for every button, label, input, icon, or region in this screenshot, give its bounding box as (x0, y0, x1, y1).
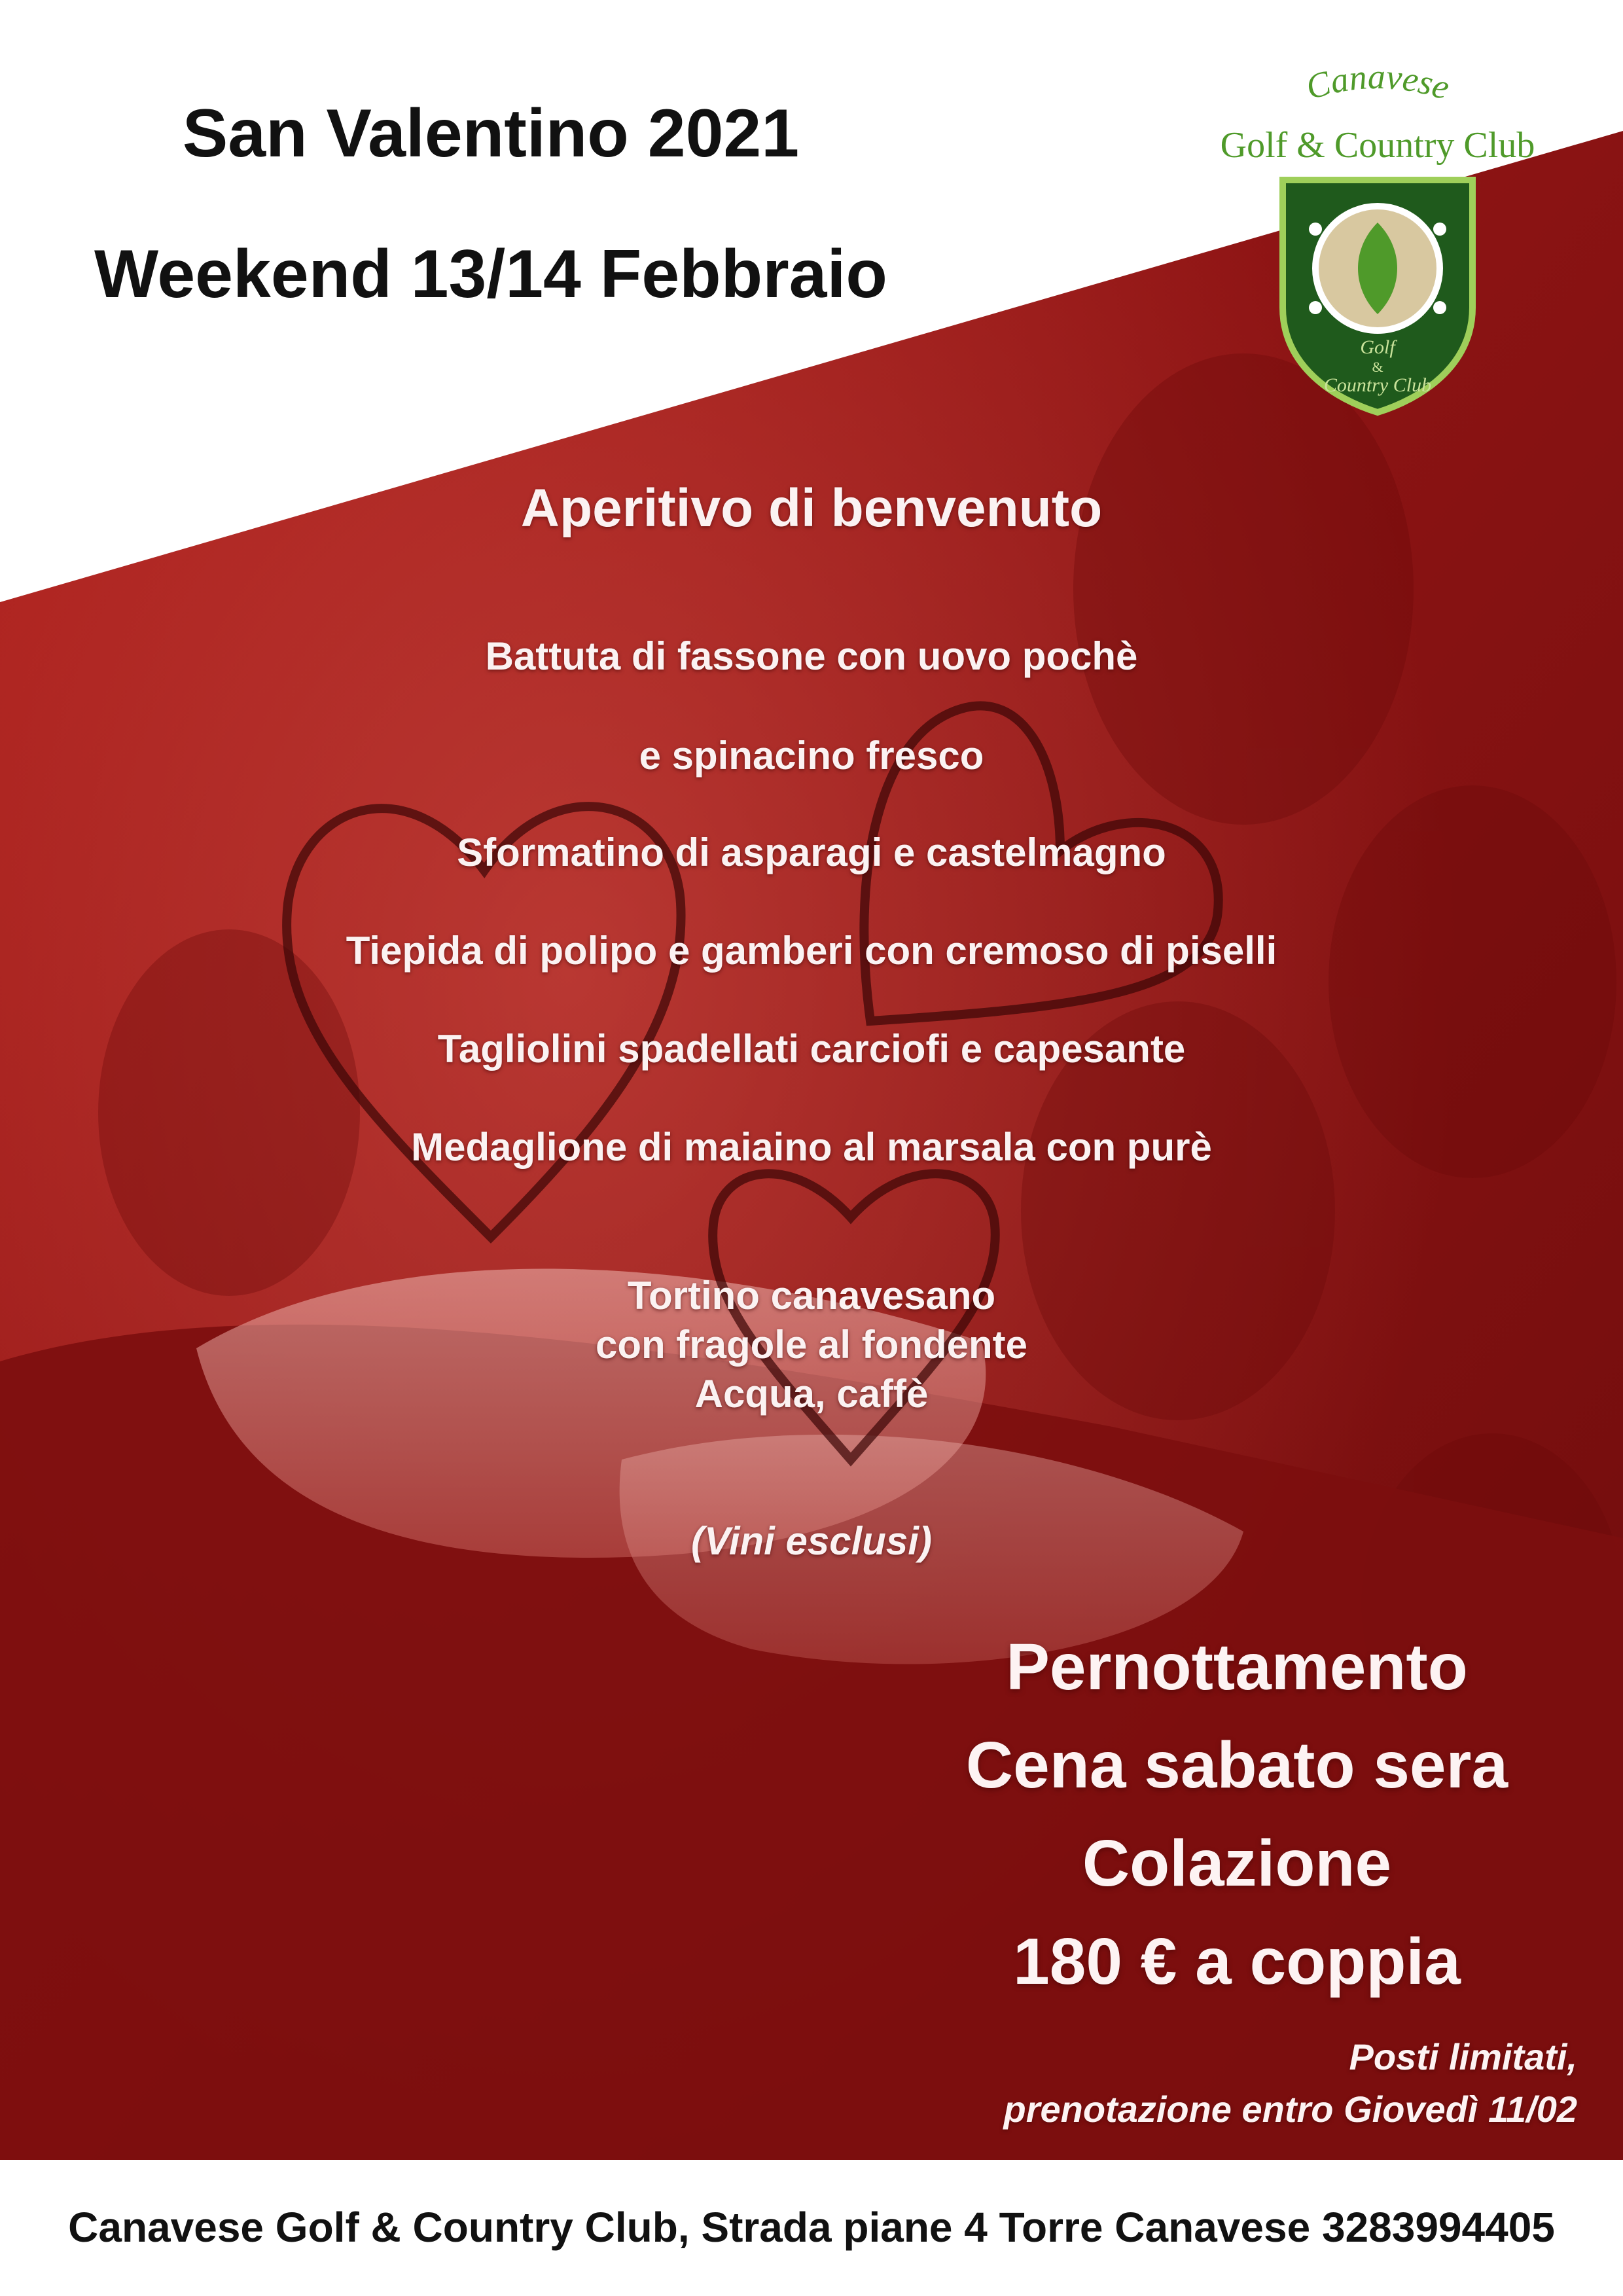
club-logo (1204, 59, 1551, 425)
menu-line-3: Sformatino di asparagi e castelmagno (457, 831, 1166, 874)
offer-price: 180 € a coppia (1013, 1925, 1461, 1998)
menu-line-2: e spinacino fresco (639, 734, 984, 778)
dessert-line-3: Acqua, caffè (694, 1372, 929, 1416)
footer-contact: Canavese Golf & Country Club, Strada piane 4 Torre Canavese 3283994405 (68, 2204, 1555, 2251)
menu-heading: Aperitivo di benvenuto (520, 478, 1103, 538)
footer (0, 2160, 1623, 2296)
wine-note: (Vini esclusi) (691, 1519, 932, 1563)
offer-line-2: Cena sabato sera (965, 1729, 1508, 1802)
menu-line-6: Medaglione di maiaino al marsala con purè (411, 1125, 1212, 1169)
offer-note-2: prenotazione entro Giovedì 11/02 (1003, 2089, 1577, 2130)
offer-line-3: Colazione (1082, 1827, 1392, 1900)
menu-line-1: Battuta di fassone con uovo pochè (485, 634, 1138, 678)
poster-title: San Valentino 2021 (182, 96, 800, 171)
shield-text-1: Golf (1360, 336, 1395, 358)
shield-text-3: Country Club (1323, 374, 1432, 396)
menu-line-4: Tiepida di polipo e gamberi con cremoso di piselli (346, 929, 1277, 973)
offer-line-1: Pernottamento (1006, 1630, 1468, 1704)
logo-name: Golf & Country Club (1220, 125, 1535, 166)
svg-text:Canavese (1302, 59, 1454, 107)
offer-note-1: Posti limitati, (1349, 2036, 1577, 2077)
poster-subtitle: Weekend 13/14 Febbraio (94, 236, 887, 312)
shield-text-2: & (1372, 359, 1383, 375)
dessert-line-1: Tortino canavesano (627, 1274, 996, 1318)
dessert-line-2: con fragole al fondente (595, 1323, 1028, 1367)
logo-arc-text: Canavese (1301, 59, 1455, 107)
menu-line-5: Tagliolini spadellati carciofi e capesante (437, 1027, 1186, 1071)
